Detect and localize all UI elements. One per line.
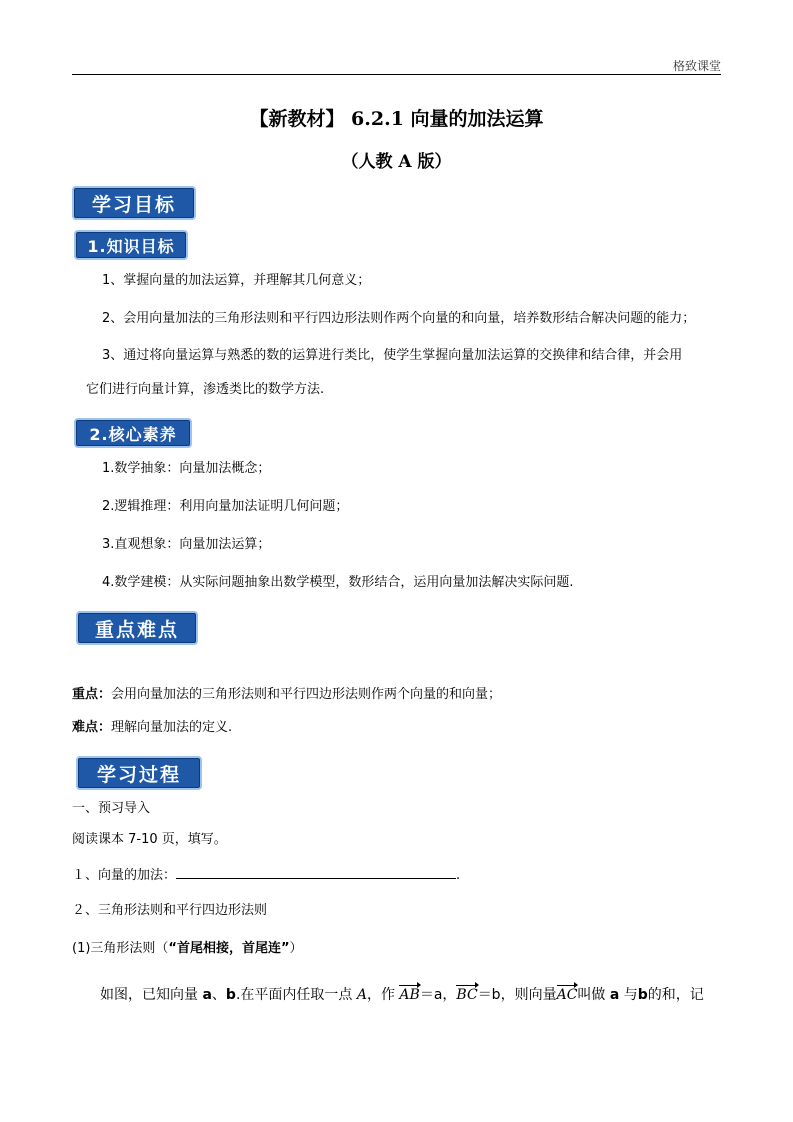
difficulty-label: 难点： bbox=[72, 720, 112, 735]
para-sep: 、 bbox=[211, 987, 226, 1003]
literacy-item-1: 1.数学抽象：向量加法概念； bbox=[102, 461, 271, 476]
knowledge-item-2: 2、会用向量加法的三角形法则和平行四边形法则作两个向量的和向量，培养数形结合解决问题的能力； bbox=[102, 311, 696, 326]
triangle-rule-motto: “首尾相接，首尾连” bbox=[168, 941, 290, 956]
knowledge-item-3-cont: 它们进行向量计算，渗透类比的数学方法. bbox=[86, 382, 325, 397]
vector-ac: AC bbox=[556, 987, 578, 1003]
para-text-3: ，作 bbox=[366, 987, 400, 1003]
question-1 bbox=[72, 864, 460, 885]
vector-b: b bbox=[225, 987, 236, 1003]
vector-a-2: a bbox=[609, 987, 620, 1003]
knowledge-item-1: 1、掌握向量的加法运算，并理解其几何意义； bbox=[102, 273, 371, 288]
triangle-rule-prefix: (1)三角形法则（ bbox=[72, 941, 169, 956]
para-eq-b: ＝b，则向量 bbox=[477, 987, 557, 1003]
knowledge-item-3: 3、通过将向量运算与熟悉的数的运算进行类比，使学生掌握向量加法运算的交换律和结合律，并会用 bbox=[102, 348, 683, 363]
vector-ab: AB bbox=[399, 987, 420, 1003]
page-subtitle: （人教 A 版） bbox=[341, 152, 452, 172]
triangle-rule-paragraph bbox=[100, 986, 704, 1004]
question-1-end: . bbox=[456, 868, 461, 883]
literacy-item-4: 4.数学建模：从实际问题抽象出数学模型，数形结合，运用向量加法解决实际问题. bbox=[102, 575, 574, 590]
page-title: 【新教材】 6.2.1 向量的加法运算 bbox=[249, 108, 544, 130]
para-text-4: 叫做 bbox=[577, 987, 610, 1003]
vector-a: a bbox=[202, 987, 212, 1003]
para-text-2: .在平面内任取一点 bbox=[235, 987, 357, 1003]
para-text-1: 如图，已知向量 bbox=[100, 987, 203, 1003]
difficulty-text: 理解向量加法的定义. bbox=[111, 720, 233, 735]
para-text-6: 的和，记 bbox=[647, 987, 704, 1003]
triangle-rule-heading bbox=[72, 940, 303, 958]
section-badge-knowledge: 1.知识目标 bbox=[74, 230, 188, 260]
vector-bc: BC bbox=[456, 987, 478, 1003]
question-1-label: １、向量的加法： bbox=[72, 868, 177, 883]
section-badge-goals: 学习目标 bbox=[72, 186, 196, 220]
point-a: A bbox=[356, 987, 367, 1003]
section-badge-process: 学习过程 bbox=[76, 756, 202, 790]
para-text-5: 与 bbox=[619, 987, 638, 1003]
process-reading: 阅读课本 7-10 页，填写。 bbox=[72, 832, 227, 847]
key-point-text: 会用向量加法的三角形法则和平行四边形法则作两个向量的和向量； bbox=[111, 687, 502, 702]
literacy-item-3: 3.直观想象：向量加法运算； bbox=[102, 537, 271, 552]
question-2: ２、三角形法则和平行四边形法则 bbox=[72, 903, 268, 918]
process-part-1: 一、预习导入 bbox=[72, 801, 151, 816]
difficulty-line bbox=[72, 719, 232, 737]
para-eq-a: ＝a， bbox=[419, 987, 457, 1003]
key-point-label: 重点： bbox=[72, 687, 112, 702]
literacy-item-2: 2.逻辑推理：利用向量加法证明几何问题； bbox=[102, 499, 349, 514]
question-1-blank bbox=[176, 864, 456, 879]
section-badge-key-points: 重点难点 bbox=[76, 611, 198, 645]
header-divider bbox=[72, 74, 721, 75]
header-brand: 格致课堂 bbox=[672, 59, 721, 73]
section-badge-literacy: 2.核心素养 bbox=[74, 418, 192, 448]
triangle-rule-suffix: ） bbox=[289, 941, 303, 956]
key-point-line bbox=[72, 686, 501, 704]
vector-b-2: b bbox=[637, 987, 648, 1003]
